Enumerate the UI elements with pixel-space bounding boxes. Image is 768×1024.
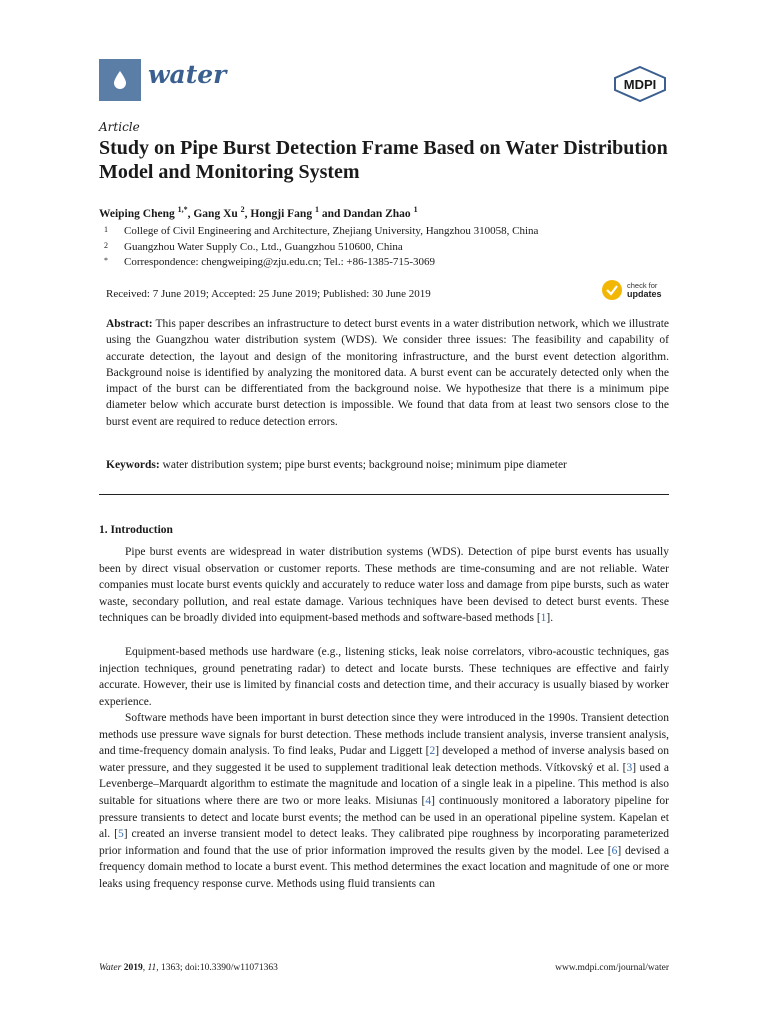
journal-name: water	[148, 60, 227, 89]
publisher-name: MDPI	[623, 77, 657, 92]
keywords	[106, 459, 669, 471]
author-sup: 1	[314, 205, 319, 214]
paragraph-text: ].	[546, 612, 554, 625]
paragraph-text: ] created an inverse transient model to detect leaks. They calibrated pipe roughness by incorporating parameterized prior information and found that the use of prior information improved the results given by the model. Lee [	[99, 828, 669, 857]
footer-url[interactable]: www.mdpi.com/journal/water	[555, 963, 669, 973]
abstract	[106, 316, 669, 430]
author[interactable]	[250, 205, 319, 220]
keywords-text: water distribution system; pipe burst events; background noise; minimum pipe diameter	[162, 459, 567, 471]
footer-citation: Water 2019, 11, 1363; doi:10.3390/w11071363	[99, 963, 278, 973]
author[interactable]	[343, 205, 418, 220]
paragraph-text: ] used a Levenberge–Marquardt algorithm to estimate the magnitude and location of a single leak in a pipeline. This method is also suitable for situations where there are two or more leaks. Misiunas [	[99, 761, 670, 807]
citation-link[interactable]: 5	[117, 828, 124, 841]
footer-journal: Water	[99, 963, 122, 973]
author-sup: 1,*	[177, 205, 188, 214]
citation-link[interactable]: 6	[611, 844, 618, 857]
affiliation-mark: 2	[104, 241, 108, 250]
body-paragraph	[99, 544, 669, 627]
affiliation	[104, 256, 435, 268]
author-sup: 2	[240, 205, 245, 214]
check-for-updates-badge[interactable]	[601, 277, 676, 303]
author-sep: ,	[244, 207, 251, 220]
abstract-text: This paper describes an infrastructure to detect burst events in a water distribution network, which we illustrate using the Guangzhou water distribution system (WDS). We consider three issues: The feasibility and capability of accurate detection, the layout and design of the monitoring infrastructure, and the burst event detection algorithm. Background noise is identified by analyzing the monitored data. A burst event can be accurately detected only when the impact of the burst can be differentiated from the background noise. We hypothesize that there is a minimum pipe diameter below which accurate burst detection is impossible. We found that data from at least two sensors close to the burst event are required to reduce detection errors.	[106, 318, 669, 428]
citation-link[interactable]: 3	[626, 761, 633, 774]
author-sup: 1	[413, 205, 418, 214]
affiliation-text: Guangzhou Water Supply Co., Ltd., Guangzhou 510600, China	[124, 241, 403, 253]
paragraph-text: ] devised a frequency domain method to locate a burst event. This method determines the exact location and magnitude of one or more leaks using frequency response curve. Methods using fluid transients can	[99, 844, 669, 890]
author-sep: and	[318, 207, 344, 220]
publication-dates: Received: 7 June 2019; Accepted: 25 June 2019; Published: 30 June 2019	[106, 288, 431, 300]
paragraph-text: Pipe burst events are widespread in water distribution systems (WDS). Detection of pipe burst events has usually been by direct visual observation or customer reports. These methods are time-consuming and are not reliable. Water companies must locate burst events quickly and accurately to reduce water loss and damage from pipe bursts, such as water waste, secondary pollution, and real estate damage. Various techniques have been devised to detect burst events. These techniques can be broadly divided into equipment-based methods and software-based methods [	[99, 546, 669, 625]
author-name: Weiping Cheng	[99, 207, 175, 220]
paragraph-text: Software methods have been important in burst detection since they were introduced in the 1990s. Transient detection methods use pressure wave signals for burst detection. These methods include transient analysis, inverse transient analysis, and time-frequency domain analysis. To find leaks, Pudar and Liggett [	[99, 712, 669, 758]
keywords-label: Keywords:	[106, 459, 160, 471]
affiliation	[104, 241, 403, 253]
paper-title: Study on Pipe Burst Detection Frame Based on Water Distribution Model and Monitoring System	[99, 137, 668, 183]
author-sep: ,	[187, 207, 194, 220]
author-name: Gang Xu	[193, 207, 238, 220]
author-name: Dandan Zhao	[343, 207, 411, 220]
mdpi-logo	[612, 66, 668, 102]
paragraph-text: ] continuously monitored a laboratory pipeline for pressure transients to detect and locate burst events; the method can be used in an operational pipeline system. Kapelan et al. [	[99, 794, 669, 841]
check-updates-icon	[601, 279, 623, 301]
badge-line1: check for	[627, 281, 658, 290]
author-list	[99, 205, 418, 220]
author[interactable]	[193, 205, 245, 220]
journal-logo	[99, 59, 141, 101]
body-paragraph	[99, 710, 669, 893]
affiliation	[104, 225, 538, 237]
affiliation-mark: 1	[104, 225, 108, 234]
affiliation-text: College of Civil Engineering and Architecture, Zhejiang University, Hangzhou 310058, China	[124, 225, 539, 237]
article-type: Article	[99, 120, 140, 134]
citation-link[interactable]: 2	[429, 745, 436, 758]
section-divider	[99, 494, 669, 495]
author-name: Hongji Fang	[250, 207, 313, 220]
badge-line2: updates	[627, 289, 662, 299]
citation-link[interactable]: 1	[540, 612, 547, 625]
footer-volume: 11	[147, 963, 157, 973]
citation-link[interactable]: 4	[425, 794, 432, 807]
section-heading: 1. Introduction	[99, 524, 173, 536]
affiliation-mark: *	[104, 256, 108, 265]
correspondence-text[interactable]: Correspondence: chengweiping@zju.edu.cn; Tel.: +86-1385-715-3069	[124, 256, 436, 268]
water-drop-icon	[113, 70, 127, 90]
author[interactable]	[99, 205, 188, 220]
footer-year: 2019	[123, 963, 143, 973]
footer-doi[interactable]: , 1363; doi:10.3390/w11071363	[156, 963, 278, 973]
paragraph-text: Equipment-based methods use hardware (e.g., listening sticks, leak noise correlators, vibro-acoustic techniques, gas injection techniques, ground penetrating radar) to detect and locate bursts. These techniques are effective and fairly accurate. However, their use is limited by financial costs and detection time, and their accuracy is usually biased by worker experience.	[99, 646, 669, 708]
abstract-label: Abstract:	[106, 318, 153, 330]
body-paragraph	[99, 644, 669, 710]
paragraph-text: ] developed a method of inverse analysis based on water pressure, and they suggested it be used to supplement traditional leak detection methods. Vítkovský et al. [	[99, 745, 669, 774]
